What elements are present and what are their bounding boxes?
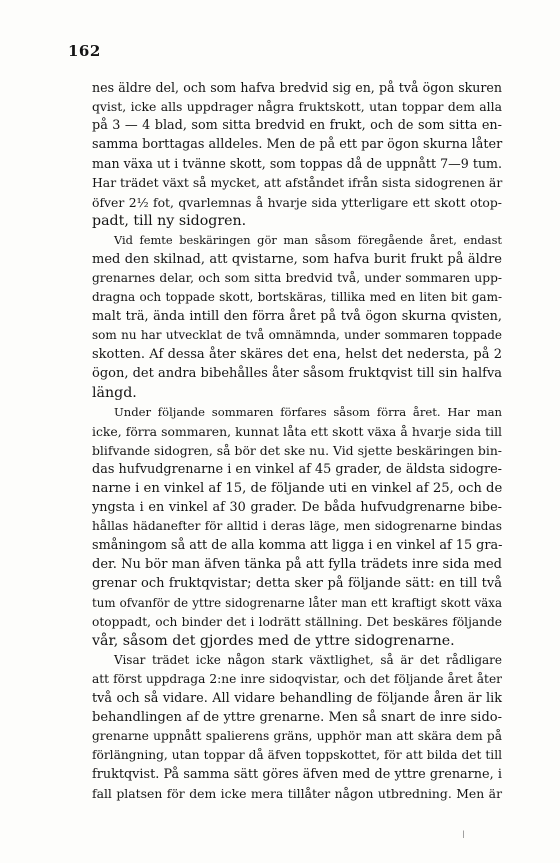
text-line: förlängning, utan toppar då äfven toppskottet, för att bilda det till bbox=[92, 748, 502, 763]
text-line: grenarne uppnått spalierens gräns, upphör man att skära dem på bbox=[92, 729, 502, 744]
text-line: yngsta i en vinkel af 30 grader. De båda hufvudgrenarne bibe- bbox=[92, 500, 502, 516]
text-line: småningom så att de alla komma att ligga i en vinkel af 15 gra- bbox=[92, 538, 503, 554]
text-line: Under följande sommaren förfares såsom förra året. Har man bbox=[114, 404, 502, 419]
text-line: fruktqvist. På samma sätt göres äfven med de yttre grenarne, i bbox=[92, 767, 502, 783]
text-line: öfver 2½ fot, qvarlemnas å hvarje sida ytterligare ett skott otop- bbox=[92, 194, 502, 210]
text-line: Vid femte beskäringen gör man såsom föregående året, endast bbox=[114, 232, 502, 247]
text-line: qvist, icke alls uppdrager några fruktskott, utan toppar dem alla bbox=[92, 99, 502, 115]
scan-mark: ǀ bbox=[462, 830, 465, 841]
text-line: nes äldre del, och som hafva bredvid sig en, på två ögon skuren bbox=[92, 80, 502, 95]
body-text bbox=[92, 78, 502, 804]
text-line: hållas hädanefter för alltid i deras läge, men sidogrenarne bindas bbox=[92, 519, 502, 534]
text-line: samma borttagas alldeles. Men de på ett par ögon skurna låter bbox=[92, 137, 503, 153]
text-line: narne i en vinkel af 15, de följande uti en vinkel af 25, och de bbox=[92, 480, 503, 496]
text-line: att först uppdraga 2:ne inre sidoqvistar, och det följande året åter bbox=[92, 671, 502, 686]
text-line: tum ofvanför de yttre sidogrenarne låter man ett kraftigt skott växa bbox=[92, 595, 502, 610]
text-line: das hufvudgrenarne i en vinkel af 45 grader, de äldsta sidogre- bbox=[92, 461, 502, 477]
text-line: dragna och toppade skott, bortskäras, tillika med en liten bit gam- bbox=[92, 290, 502, 305]
text-line: längd. bbox=[92, 384, 137, 401]
text-line: fall platsen för dem icke mera tillåter någon utbredning. Men är bbox=[92, 786, 502, 802]
text-line: grenar och fruktqvistar; detta sker på följande sätt: en till två bbox=[92, 576, 502, 592]
text-line: med den skilnad, att qvistarne, som hafva burit frukt på äldre bbox=[92, 251, 502, 267]
text-line: Har trädet växt så mycket, att afståndet ifrån sista sidogrenen är bbox=[92, 175, 503, 191]
text-line: som nu har utvecklat de två omnämnda, under sommaren toppade bbox=[92, 328, 502, 343]
text-line: behandlingen af de yttre grenarne. Men så snart de inre sido- bbox=[92, 710, 502, 726]
text-line: blifvande sidogren, så bör det ske nu. Vid sjette beskäringen bin- bbox=[92, 442, 502, 458]
text-line: två och så vidare. All vidare behandling de följande åren är lik bbox=[92, 691, 502, 706]
text-line: vår, såsom det gjordes med de yttre sidogrenarne. bbox=[92, 632, 455, 649]
text-line: på 3 — 4 blad, som sitta bredvid en frukt, och de som sitta en- bbox=[92, 118, 502, 134]
text-line: ögon, det andra bibehålles åter såsom fruktqvist till sin halfva bbox=[92, 366, 503, 382]
page-number: 162 bbox=[68, 42, 101, 60]
text-line: otoppadt, och binder det i lodrätt ställning. Det beskäres följande bbox=[92, 614, 502, 629]
text-line: malt trä, ända intill den förra året på två ögon skurna qvisten, bbox=[92, 309, 502, 325]
text-line: padt, till ny sidogren. bbox=[92, 212, 247, 229]
text-line: skotten. Af dessa åter skäres det ena, helst det nedersta, på 2 bbox=[92, 347, 502, 363]
text-line: icke, förra sommaren, kunnat låta ett skott växa å hvarje sida till bbox=[92, 423, 502, 439]
text-line: grenarnes delar, och som sitta bredvid två, under sommaren upp- bbox=[92, 270, 502, 285]
text-line: man växa ut i tvänne skott, som toppas då de uppnått 7—9 tum. bbox=[92, 156, 502, 172]
text-line: der. Nu bör man äfven tänka på att fylla trädets inre sida med bbox=[92, 557, 502, 573]
text-line: Visar trädet icke någon stark växtlighet, så är det rådligare bbox=[114, 652, 502, 667]
